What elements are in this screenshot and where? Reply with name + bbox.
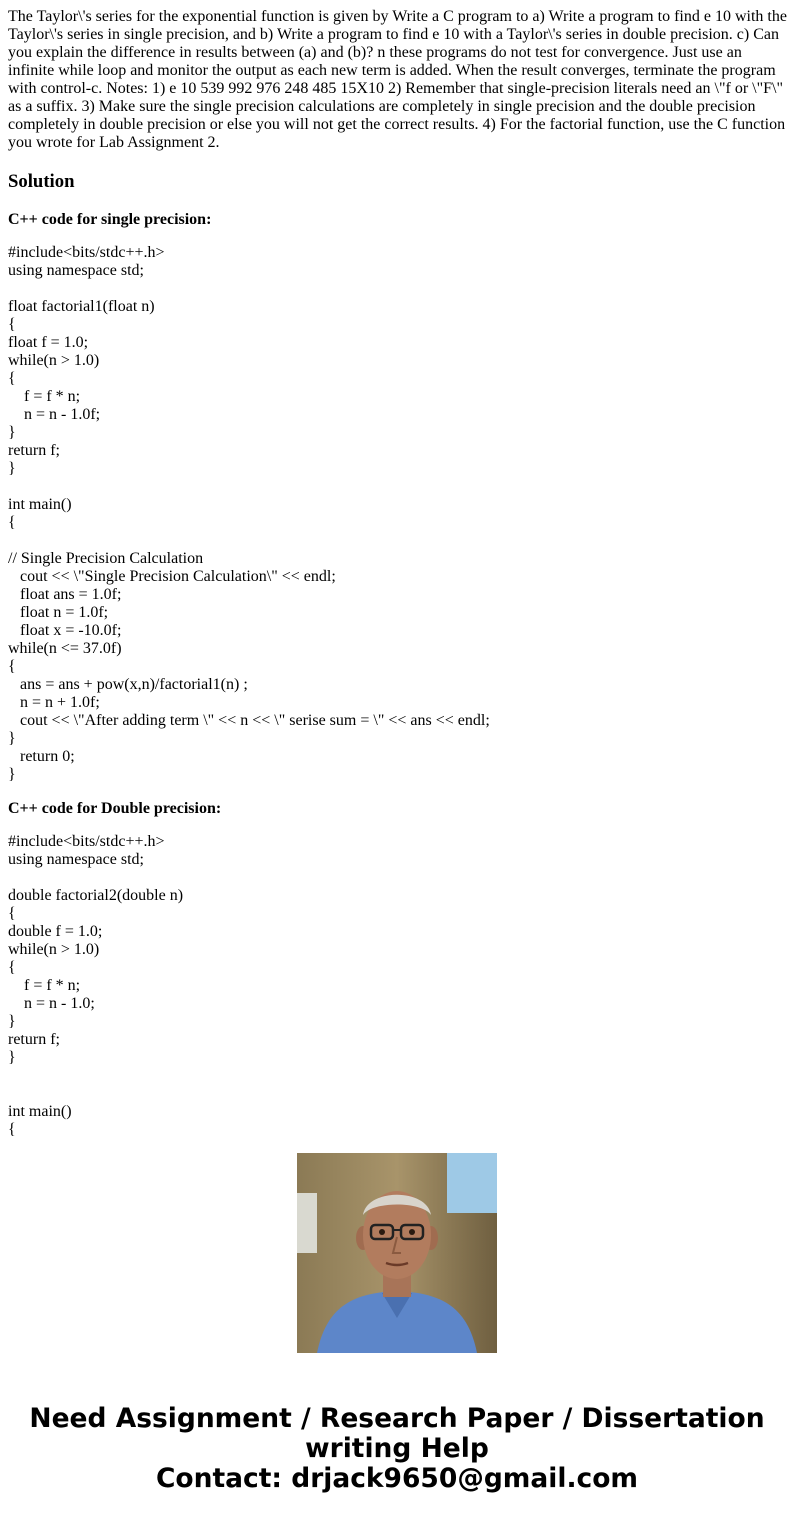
- document-content: [8, 8, 788, 1138]
- double-precision-code: #include<bits/stdc++.h> using namespace std; double factorial2(double n) { double f = 1.0; while(n > 1.0) { f = f * n; n = n - 1.0; } return f; } int main() {: [8, 833, 184, 1138]
- footer-line-1: Need Assignment / Research Paper / Dissertation: [29, 1403, 765, 1434]
- footer-banner: [0, 1404, 794, 1494]
- author-portrait: [297, 1153, 497, 1353]
- single-precision-title: C++ code for single precision:: [8, 211, 212, 228]
- double-precision-title: C++ code for Double precision:: [8, 800, 222, 817]
- footer-line-2: writing Help: [305, 1433, 489, 1464]
- avatar: [297, 1153, 497, 1353]
- question-text: The Taylor\'s series for the exponential function is given by Write a C program to a) Write a program to find e 10 with the Taylor\'s series in single precision, and b) Write a program to find e 10 with a Taylor\'s series in double precision. c) Can you explain the difference in results between (a) and (b)? n these programs do not test for convergence. Just use an infinite while loop and monitor the output as each new term is added. When the result converges, terminate the program with control-c. Notes: 1) e 10 539 992 976 248 485 15X10 2) Remember that single-precision literals need an \"f or \"F\" as a suffix. 3) Make sure the single precision calculations are completely in single precision and the double precision completely in double precision or else you will not get the correct results. 4) For the factorial function, use the C function you wrote for Lab Assignment 2.: [8, 8, 787, 151]
- single-precision-code: #include<bits/stdc++.h> using namespace std; float factorial1(float n) { float f = 1.0; while(n > 1.0) { f = f * n; n = n - 1.0f; } return f; } int main() { // Single Precision Calculation cout << \"Single Precision Calculation\" << endl; float ans = 1.0f; float n = 1.0f; float x = -10.0f; while(n <= 37.0f) { ans = ans + pow(x,n)/factorial1(n) ; n = n + 1.0f; cout << \"After adding term \" << n << \" serise sum = \" << ans << endl; } return 0; }: [8, 244, 490, 783]
- footer-contact: Contact: drjack9650@gmail.com: [155, 1463, 639, 1494]
- solution-heading: Solution: [8, 171, 75, 192]
